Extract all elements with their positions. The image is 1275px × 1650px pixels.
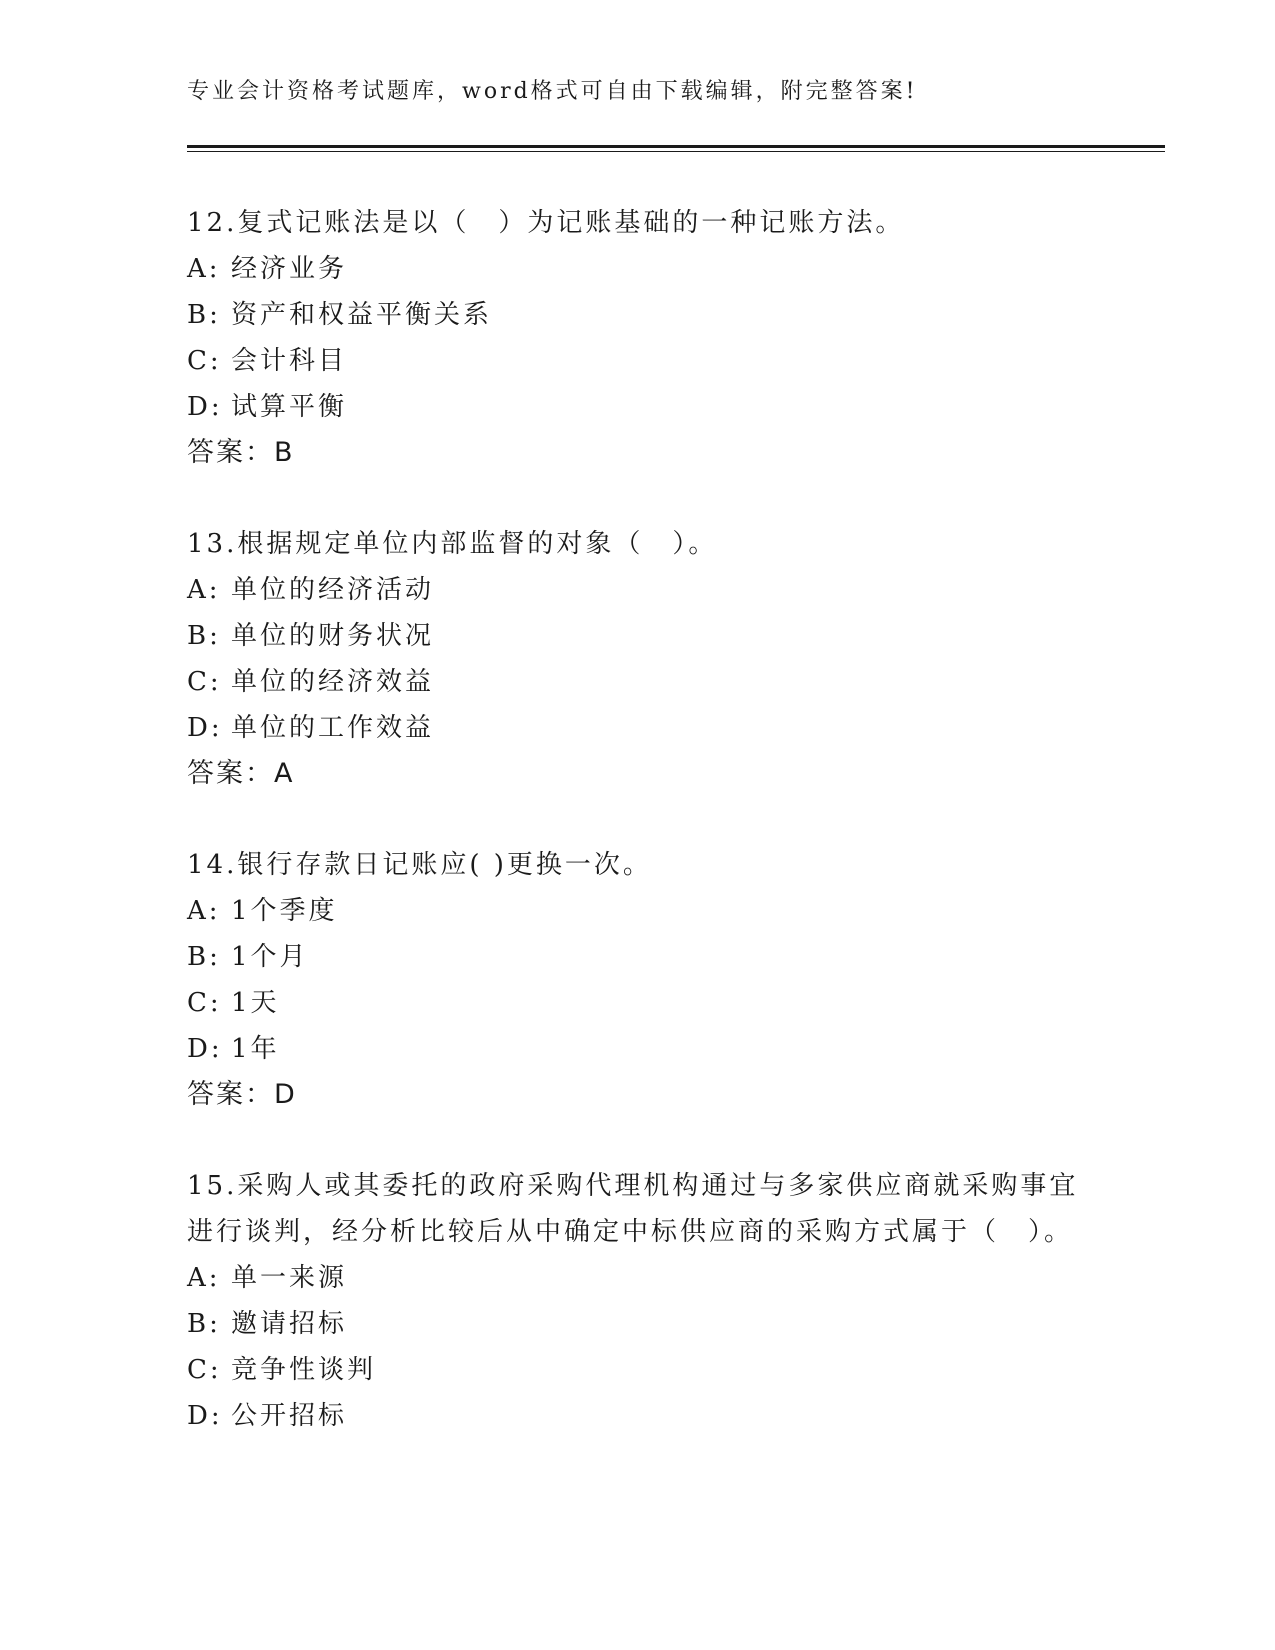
option-letter: B: [187,300,221,330]
option-a [187,567,1087,613]
option-text: 公开招标 [231,1401,348,1431]
option-letter: A: [187,896,221,926]
option-letter: C: [187,346,222,376]
option-letter: D: [187,713,223,743]
option-text: 邀请招标 [231,1309,348,1339]
header-divider-thick [187,145,1165,148]
option-text: 1个季度 [231,896,338,926]
option-letter: A: [187,254,221,284]
question-stem: 13.根据规定单位内部监督的对象（ ）。 [187,529,718,559]
option-b [187,934,1087,980]
option-text: 经济业务 [231,254,348,284]
option-c [187,338,1087,384]
option-b [187,613,1087,659]
option-text: 资产和权益平衡关系 [231,300,493,330]
answer-text: 答案：A [187,758,295,789]
option-letter: B: [187,621,221,651]
option-d [187,1393,1087,1439]
option-letter: A: [187,575,221,605]
option-letter: C: [187,1355,222,1385]
option-text: 1个月 [231,942,309,972]
option-c [187,980,1087,1026]
option-text: 竞争性谈判 [231,1355,377,1385]
question-stem: 15.采购人或其委托的政府采购代理机构通过与多家供应商就采购事宜进行谈判，经分析比较后从中确定中标供应商的采购方式属于（ ）。 [187,1171,1079,1247]
page-header-text: 专业会计资格考试题库，word格式可自由下载编辑，附完整答案! [187,79,918,104]
question-stem: 14.银行存款日记账应( )更换一次。 [187,850,652,880]
question-12 [187,200,1087,476]
option-c [187,1347,1087,1393]
answer-text: 答案：B [187,437,295,468]
option-letter: D: [187,1401,223,1431]
option-d [187,705,1087,751]
option-text: 单位的经济活动 [231,575,435,605]
option-text: 会计科目 [231,346,348,376]
question-14 [187,842,1087,1118]
option-text: 单位的工作效益 [231,713,435,743]
option-text: 试算平衡 [231,392,348,422]
header-divider-thin [187,151,1165,152]
option-letter: C: [187,667,222,697]
option-letter: B: [187,942,221,972]
option-letter: C: [187,988,222,1018]
option-text: 单位的经济效益 [231,667,435,697]
option-c [187,659,1087,705]
option-d [187,384,1087,430]
option-letter: A: [187,1263,221,1293]
option-b [187,292,1087,338]
option-text: 单一来源 [231,1263,348,1293]
option-letter: B: [187,1309,221,1339]
question-stem: 12.复式记账法是以（ ）为记账基础的一种记账方法。 [187,208,905,238]
answer-text: 答案：D [187,1079,297,1110]
option-d [187,1026,1087,1072]
option-text: 1天 [231,988,280,1018]
option-a [187,888,1087,934]
question-15 [187,1163,1087,1439]
question-13 [187,521,1087,797]
question-list [187,200,1087,1439]
option-b [187,1301,1087,1347]
option-letter: D: [187,392,223,422]
option-letter: D: [187,1034,223,1064]
option-a [187,1255,1087,1301]
option-text: 1年 [231,1034,280,1064]
option-text: 单位的财务状况 [231,621,435,651]
option-a [187,246,1087,292]
